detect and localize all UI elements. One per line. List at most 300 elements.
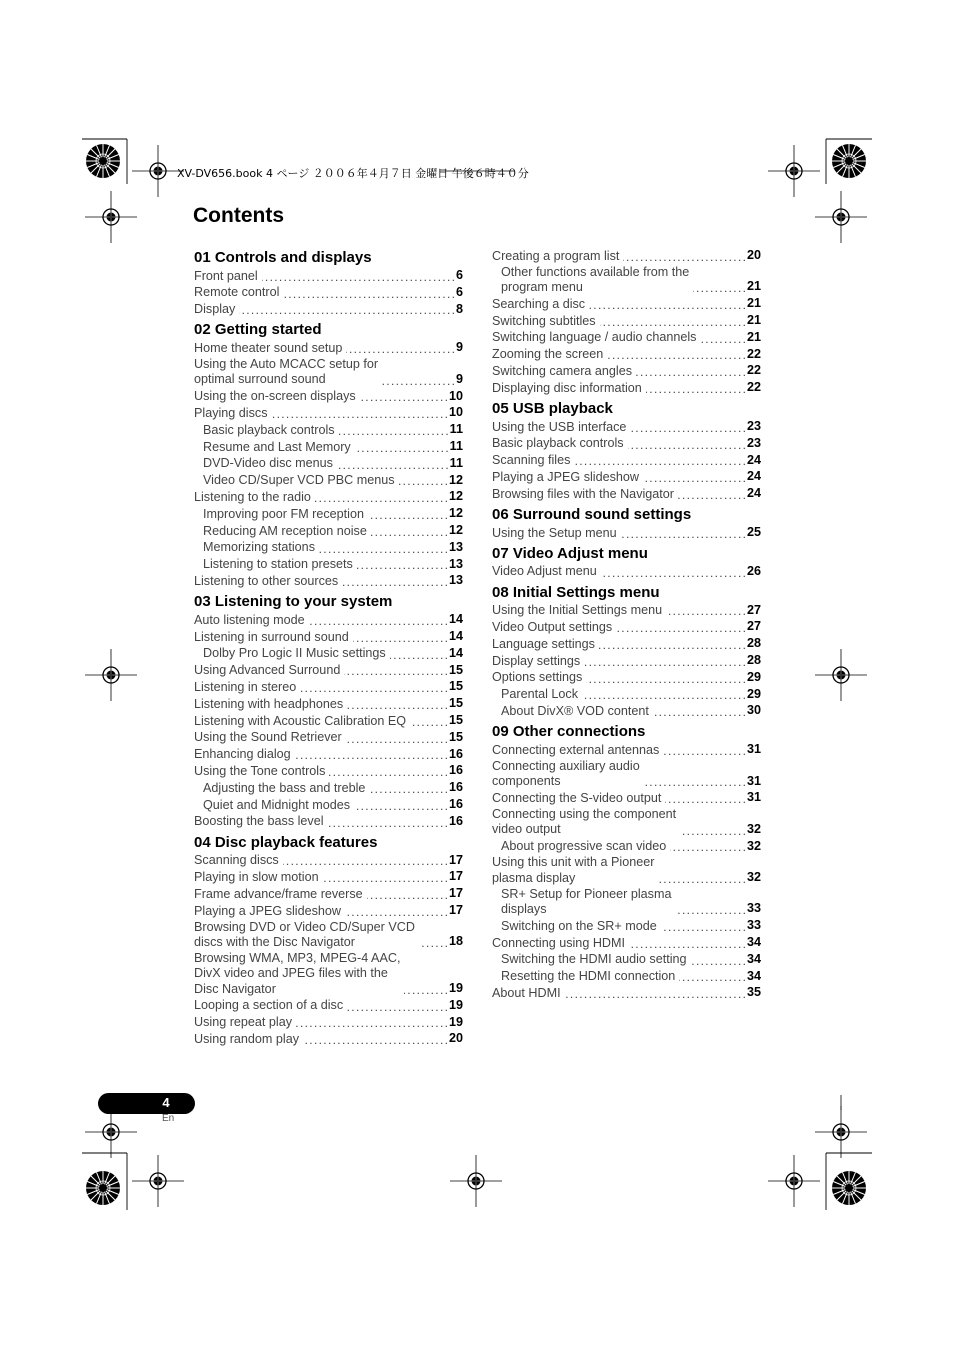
dot-leader [419, 935, 447, 950]
toc-entry-label: Using repeat play [194, 1015, 293, 1030]
toc-page-number: 27 [746, 619, 761, 634]
toc-entry[interactable] [492, 296, 761, 313]
page-language-code: En [162, 1113, 175, 1124]
dot-leader [636, 364, 745, 379]
toc-entry-label: DVD-Video disc menus [203, 456, 333, 471]
dot-leader [607, 347, 745, 362]
toc-page-number: 16 [448, 763, 463, 778]
toc-entry-label: Using this unit with a Pioneer plasma display [492, 855, 655, 885]
toc-entry-label: Switching subtitles [492, 313, 596, 328]
toc-section-heading: 02 Getting started [194, 321, 322, 339]
dot-leader [693, 280, 745, 295]
toc-section-heading: 06 Surround sound settings [492, 505, 692, 523]
dot-leader [665, 791, 745, 806]
dot-leader [629, 936, 745, 951]
toc-entry-label: Language settings [492, 636, 595, 651]
dot-leader [666, 603, 745, 618]
toc-page-number: 15 [448, 696, 463, 711]
toc-page-number: 32 [746, 869, 761, 884]
toc-entry-label: Browsing files with the Navigator [492, 486, 674, 501]
dot-leader [283, 286, 454, 301]
toc-entry-label: Boosting the bass level [194, 814, 324, 829]
dot-leader [382, 373, 454, 388]
toc-entry[interactable] [194, 389, 463, 406]
toc-entry[interactable] [194, 747, 463, 764]
toc-section-heading: 09 Other connections [492, 723, 646, 741]
toc-page-number: 16 [448, 813, 463, 828]
toc-page-number: 6 [455, 268, 463, 282]
dot-leader [663, 743, 745, 758]
toc-entry[interactable] [194, 951, 463, 998]
toc-entry[interactable] [194, 797, 463, 814]
toc-page-number: 12 [448, 506, 463, 521]
dot-leader [586, 671, 745, 686]
toc-entry[interactable] [194, 357, 463, 388]
toc-entry[interactable] [492, 839, 761, 856]
toc-entry-label: Displaying disc information [492, 380, 642, 395]
toc-entry[interactable] [194, 422, 463, 439]
toc-entry[interactable] [492, 469, 761, 486]
dot-leader [691, 953, 745, 968]
dot-leader [630, 420, 745, 435]
toc-entry[interactable] [194, 730, 463, 747]
toc-entry[interactable] [492, 687, 761, 704]
dot-leader [347, 999, 447, 1014]
dot-leader [239, 302, 454, 317]
dot-leader [367, 887, 447, 902]
toc-entry-label: Auto listening mode [194, 612, 305, 627]
toc-page-number: 16 [448, 796, 463, 811]
toc-page-number: 14 [448, 628, 463, 643]
toc-entry[interactable] [194, 506, 463, 523]
toc-page-number: 20 [448, 1031, 463, 1046]
dot-leader [601, 565, 745, 580]
toc-page-number: 25 [746, 524, 761, 539]
toc-entry-label: Connecting auxiliary audio components [492, 758, 640, 789]
toc-entry-label: Using random play [194, 1031, 299, 1046]
toc-entry[interactable] [492, 453, 761, 470]
toc-entry-label: Listening to other sources [194, 573, 339, 588]
toc-section-heading: 08 Initial Settings menu [492, 583, 660, 601]
dot-leader [679, 969, 745, 984]
toc-page-number: 34 [746, 951, 761, 966]
dot-leader [296, 1015, 447, 1030]
toc-entry[interactable] [194, 557, 463, 574]
toc-entry-label: Using the Setup menu [492, 525, 617, 540]
toc-entry[interactable] [194, 489, 463, 506]
toc-section-heading: 01 Controls and displays [194, 249, 372, 266]
toc-entry-label: Resume and Last Memory [203, 439, 351, 454]
toc-page-number: 26 [746, 563, 761, 578]
toc-entry-label: Switching language / audio channels [492, 330, 697, 345]
toc-page-number: 24 [746, 486, 761, 501]
toc-entry[interactable] [194, 663, 463, 680]
toc-entry[interactable] [194, 285, 463, 302]
toc-entry[interactable] [492, 935, 761, 952]
toc-entry-label: Using the USB interface [492, 419, 627, 434]
toc-entry[interactable] [492, 603, 761, 620]
toc-page-number: 19 [448, 1014, 463, 1029]
toc-entry[interactable] [194, 540, 463, 557]
page-title: Contents [193, 204, 284, 227]
toc-entry[interactable] [194, 612, 463, 629]
toc-entry-label: Switching the HDMI audio setting [501, 952, 687, 967]
toc-entry[interactable] [492, 330, 761, 347]
toc-page-number: 24 [746, 469, 761, 484]
toc-page-number: 22 [746, 346, 761, 361]
toc-section-heading: 05 USB playback [492, 399, 613, 417]
toc-page-number: 12 [448, 472, 463, 487]
toc-entry[interactable] [492, 347, 761, 364]
toc-entry-label: Connecting the S-video output [492, 790, 662, 805]
toc-entry[interactable] [194, 340, 463, 357]
toc-entry[interactable] [492, 952, 761, 969]
dot-leader [589, 297, 745, 312]
toc-page-number: 22 [746, 380, 761, 395]
toc-entry[interactable] [194, 920, 463, 951]
dot-leader [357, 557, 447, 572]
toc-page-number: 15 [448, 662, 463, 677]
toc-entry-label: Playing a JPEG slideshow [194, 903, 341, 918]
toc-entry[interactable] [194, 886, 463, 903]
toc-page-number: 33 [746, 918, 761, 933]
toc-entry-label: Front panel [194, 268, 258, 283]
toc-entry[interactable] [194, 869, 463, 886]
toc-entry[interactable] [492, 969, 761, 986]
toc-entry-label: Display [194, 302, 236, 317]
dot-leader [303, 1032, 447, 1047]
toc-page-number: 10 [448, 405, 463, 420]
toc-entry[interactable] [492, 918, 761, 935]
toc-page-number: 11 [449, 455, 463, 470]
toc-entry[interactable] [492, 380, 761, 397]
dot-leader [283, 853, 447, 868]
toc-entry[interactable] [492, 486, 761, 503]
dot-leader [661, 919, 745, 934]
toc-entry-label: Using the on-screen displays [194, 389, 356, 404]
dot-leader [309, 613, 447, 628]
toc-page-number: 8 [455, 301, 463, 316]
toc-page-number: 15 [448, 712, 463, 727]
dot-leader [628, 437, 745, 452]
toc-page-number: 24 [746, 452, 761, 467]
toc-entry-label: Zooming the screen [492, 347, 604, 362]
toc-page-number: 28 [746, 636, 761, 651]
toc-entry-label: Resetting the HDMI connection [501, 969, 676, 984]
toc-section-heading: 03 Listening to your system [194, 593, 393, 611]
toc-entry-label: Using Advanced Surround [194, 663, 341, 678]
toc-entry[interactable] [492, 313, 761, 330]
toc-entry[interactable] [492, 265, 761, 296]
toc-entry[interactable] [492, 855, 761, 886]
toc-entry-label: Options settings [492, 670, 583, 685]
dot-leader [565, 986, 745, 1001]
toc-page-number: 13 [448, 539, 463, 554]
toc-page-number: 20 [746, 248, 761, 262]
toc-entry[interactable] [492, 525, 761, 542]
dot-leader [337, 457, 448, 472]
toc-entry[interactable] [492, 670, 761, 687]
page-number: 4 [162, 1095, 170, 1110]
dot-leader [600, 314, 745, 329]
dot-leader [262, 269, 454, 284]
toc-entry[interactable] [194, 405, 463, 422]
toc-page-number: 16 [448, 746, 463, 761]
toc-entry-label: Playing a JPEG slideshow [492, 469, 639, 484]
toc-entry-label: Browsing DVD or Video CD/Super VCD discs with the Disc Navigator [194, 919, 415, 949]
toc-entry-label: Switching on the SR+ mode [501, 918, 657, 933]
toc-entry-label: Listening to the radio [194, 489, 311, 504]
dot-leader [355, 440, 448, 455]
toc-right-column [492, 248, 761, 1002]
toc-entry-label: Listening to station presets [203, 557, 353, 572]
toc-entry-label: Using the Tone controls [194, 763, 326, 778]
dot-leader [315, 490, 447, 505]
toc-entry[interactable] [492, 619, 761, 636]
toc-entry-label: Connecting using the component video output [492, 807, 677, 837]
toc-page-number: 9 [455, 340, 463, 355]
toc-page-number: 13 [448, 573, 463, 588]
toc-entry-label: Creating a program list [492, 248, 620, 263]
toc-page-number: 12 [448, 522, 463, 537]
toc-page-number: 23 [746, 418, 761, 433]
toc-entry-label: Playing in slow motion [194, 869, 319, 884]
toc-entry[interactable] [492, 436, 761, 453]
toc-page-number: 30 [746, 703, 761, 718]
dot-leader [643, 470, 745, 485]
toc-entry-label: Quiet and Midnight modes [203, 797, 351, 812]
toc-page-number: 29 [746, 669, 761, 684]
toc-entry-label: Other functions available from the program menu [501, 264, 690, 294]
toc-entry[interactable] [194, 679, 463, 696]
dot-leader [670, 839, 745, 854]
toc-entry-label: Listening with Acoustic Calibration EQ [194, 713, 407, 728]
toc-page-number: 32 [746, 821, 761, 836]
dot-leader [319, 541, 447, 556]
toc-entry-label: Frame advance/frame reverse [194, 886, 363, 901]
toc-entry[interactable] [492, 419, 761, 436]
toc-page-number: 9 [455, 371, 463, 386]
dot-leader [354, 798, 447, 813]
dot-leader [368, 507, 447, 522]
dot-leader [300, 680, 447, 695]
toc-entry[interactable] [194, 696, 463, 713]
dot-leader [399, 473, 447, 488]
dot-leader [404, 982, 447, 997]
toc-entry[interactable] [492, 703, 761, 720]
toc-page-number: 14 [448, 612, 463, 627]
toc-page-number: 12 [448, 489, 463, 504]
toc-page-number: 34 [746, 968, 761, 983]
toc-entry-label: Basic playback controls [203, 422, 335, 437]
toc-page-number: 11 [449, 422, 463, 437]
toc-entry[interactable] [194, 268, 463, 285]
toc-page-number: 27 [746, 602, 761, 617]
dot-leader [323, 870, 447, 885]
toc-entry-label: Looping a section of a disc [194, 998, 344, 1013]
toc-entry[interactable] [194, 439, 463, 456]
toc-page-number: 19 [448, 980, 463, 995]
toc-entry-label: Improving poor FM reception [203, 506, 364, 521]
toc-entry[interactable] [194, 523, 463, 540]
file-header-line: XV-DV656.book 4 ページ ２００６年４月７日 金曜日 午後６時４０分 [177, 167, 529, 180]
toc-entry[interactable] [194, 473, 463, 490]
toc-page-number: 31 [746, 773, 761, 788]
toc-entry[interactable] [492, 653, 761, 670]
toc-entry-label: Video Adjust menu [492, 564, 597, 579]
toc-entry-label: Scanning files [492, 453, 571, 468]
dot-leader [584, 654, 745, 669]
toc-page-number: 16 [448, 780, 463, 795]
toc-entry-label: Using the Sound Retriever [194, 730, 342, 745]
toc-entry-label: Basic playback controls [492, 436, 624, 451]
toc-page-number: 31 [746, 742, 761, 757]
toc-entry-label: Using the Initial Settings menu [492, 603, 663, 618]
toc-entry-label: Switching camera angles [492, 363, 633, 378]
toc-entry[interactable] [194, 1015, 463, 1032]
toc-entry-label: Adjusting the bass and treble [203, 780, 366, 795]
toc-page-number: 23 [746, 435, 761, 450]
toc-entry-label: Display settings [492, 653, 581, 668]
toc-page-number: 17 [448, 852, 463, 867]
dot-leader [347, 697, 447, 712]
toc-entry[interactable] [194, 903, 463, 920]
toc-page-number: 15 [448, 729, 463, 744]
dot-leader [360, 389, 447, 404]
dot-leader [272, 406, 447, 421]
toc-entry-label: Playing discs [194, 405, 268, 420]
dot-leader [574, 453, 745, 468]
toc-entry[interactable] [492, 636, 761, 653]
dot-leader [653, 704, 745, 719]
toc-page-number: 34 [746, 934, 761, 949]
toc-left-column [194, 248, 463, 1048]
toc-page-number: 31 [746, 790, 761, 805]
toc-entry[interactable] [194, 302, 463, 319]
toc-entry-label: Memorizing stations [203, 540, 315, 555]
toc-entry-label: About DivX® VOD content [501, 703, 649, 718]
dot-leader [700, 331, 745, 346]
dot-leader [390, 647, 447, 662]
toc-entry[interactable] [194, 763, 463, 780]
dot-leader [680, 823, 745, 838]
toc-entry[interactable] [492, 564, 761, 581]
toc-page-number: 21 [746, 279, 761, 294]
toc-page-number: 35 [746, 985, 761, 1000]
toc-entry[interactable] [492, 807, 761, 838]
dot-leader [344, 663, 447, 678]
toc-entry[interactable] [194, 629, 463, 646]
dot-leader [678, 487, 745, 502]
toc-entry[interactable] [492, 759, 761, 790]
toc-entry[interactable] [194, 853, 463, 870]
toc-entry-label: About progressive scan video [501, 839, 667, 854]
toc-page-number: 22 [746, 363, 761, 378]
toc-entry-label: Parental Lock [501, 687, 579, 702]
dot-leader [410, 714, 447, 729]
toc-entry[interactable] [194, 646, 463, 663]
dot-leader [328, 815, 447, 830]
toc-entry-label: Home theater sound setup [194, 340, 343, 355]
toc-entry[interactable] [194, 573, 463, 590]
toc-page-number: 18 [448, 934, 463, 949]
toc-entry[interactable] [194, 713, 463, 730]
toc-entry[interactable] [194, 780, 463, 797]
dot-leader [621, 526, 745, 541]
dot-leader [623, 249, 745, 264]
dot-leader [369, 781, 447, 796]
toc-page-number: 15 [448, 679, 463, 694]
toc-entry-label: Connecting using HDMI [492, 935, 625, 950]
toc-page-number: 13 [448, 556, 463, 571]
toc-entry-label: Listening in surround sound [194, 629, 349, 644]
toc-entry[interactable] [492, 742, 761, 759]
toc-entry-label: Dolby Pro Logic II Music settings [203, 646, 386, 661]
toc-entry-label: Browsing WMA, MP3, MPEG-4 AAC, DivX video and JPEG files with the Disc Navigator [194, 951, 401, 996]
toc-entry[interactable] [194, 1031, 463, 1048]
toc-page-number: 14 [448, 645, 463, 660]
toc-entry-label: Video Output settings [492, 619, 613, 634]
toc-entry[interactable] [492, 363, 761, 380]
toc-entry-label: Listening in stereo [194, 679, 297, 694]
dot-leader [371, 524, 447, 539]
toc-page-number: 17 [448, 869, 463, 884]
toc-entry-label: Reducing AM reception noise [203, 523, 367, 538]
dot-leader [345, 904, 447, 919]
toc-page-number: 21 [746, 296, 761, 311]
dot-leader [353, 630, 447, 645]
dot-leader [646, 381, 745, 396]
toc-page-number: 19 [448, 997, 463, 1012]
dot-leader [295, 747, 447, 762]
dot-leader [346, 731, 447, 746]
toc-entry[interactable] [194, 998, 463, 1015]
toc-entry-label: Scanning discs [194, 853, 279, 868]
toc-page-number: 29 [746, 686, 761, 701]
toc-page-number: 21 [746, 329, 761, 344]
toc-entry-label: Video CD/Super VCD PBC menus [203, 473, 395, 488]
toc-entry-label: About HDMI [492, 985, 561, 1000]
dot-leader [342, 574, 447, 589]
toc-page-number: 32 [746, 838, 761, 853]
toc-page-number: 33 [746, 901, 761, 916]
toc-entry-label: Listening with headphones [194, 696, 344, 711]
toc-page-number: 6 [455, 284, 463, 299]
toc-entry-label: Searching a disc [492, 296, 586, 311]
toc-entry-label: Enhancing dialog [194, 747, 291, 762]
toc-entry-label: Connecting external antennas [492, 742, 660, 757]
toc-entry-label: Using the Auto MCACC setup for optimal surround sound [194, 357, 379, 387]
toc-page-number: 10 [448, 388, 463, 403]
toc-section-heading: 07 Video Adjust menu [492, 544, 648, 562]
toc-page-number: 21 [746, 313, 761, 327]
toc-entry[interactable] [492, 248, 761, 265]
toc-page-number: 17 [448, 902, 463, 917]
dot-leader [675, 902, 745, 917]
toc-page-number: 11 [449, 438, 463, 453]
toc-entry[interactable] [492, 985, 761, 1002]
toc-entry[interactable] [492, 790, 761, 807]
dot-leader [329, 764, 447, 779]
toc-entry-label: SR+ Setup for Pioneer plasma displays [501, 886, 672, 916]
toc-page-number: 17 [448, 886, 463, 901]
dot-leader [658, 871, 745, 886]
toc-entry[interactable] [194, 456, 463, 473]
toc-entry[interactable] [194, 814, 463, 831]
dot-leader [644, 774, 745, 789]
dot-leader [339, 423, 448, 438]
toc-entry[interactable] [492, 887, 761, 918]
